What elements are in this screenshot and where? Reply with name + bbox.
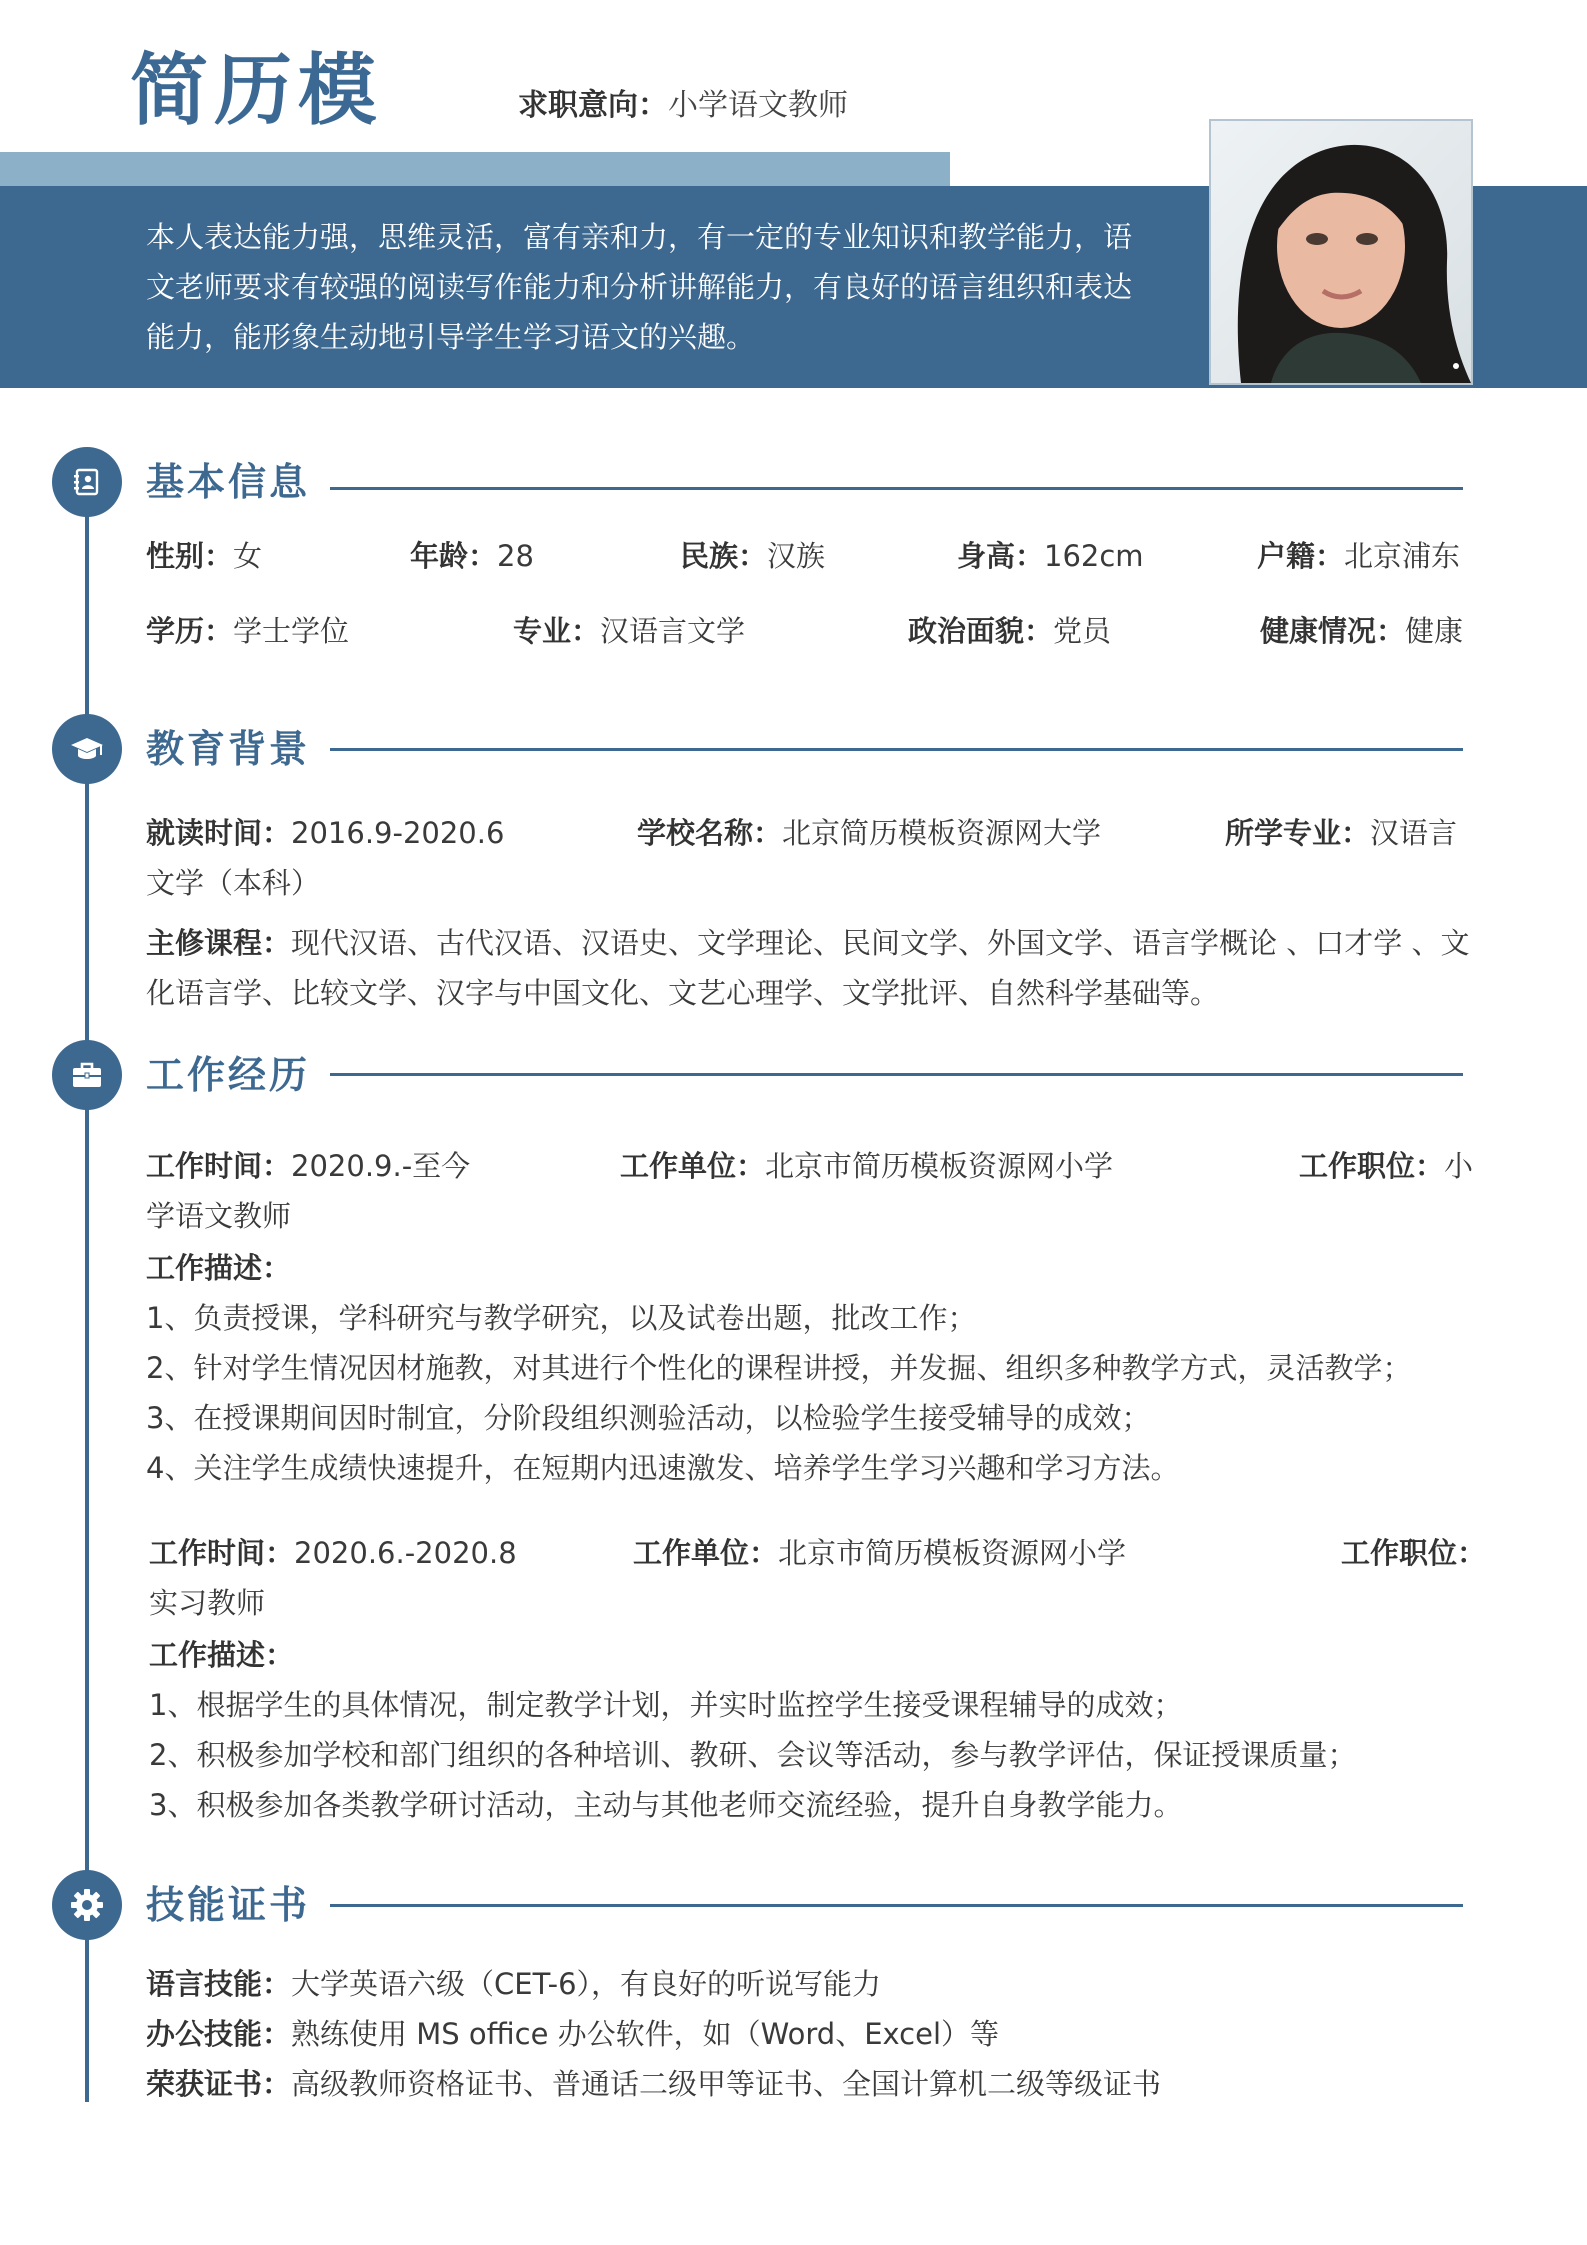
graduation-cap-icon	[52, 714, 122, 784]
job1-desc-label: 工作描述：	[146, 1251, 292, 1285]
job2-item-clipped: 3、积极参加各类教学研讨活动，主动与其他老师交流经验，提升自身教学能力。	[149, 1788, 1183, 1822]
edu-time: 就读时间：2016.9-2020.6	[146, 816, 505, 850]
job2-time: 工作时间：2020.6.-2020.8	[149, 1536, 517, 1570]
field-health: 健康情况：健康	[1260, 614, 1464, 648]
job-intent-value: 小学语文教师	[668, 88, 848, 123]
job2-desc-label: 工作描述：	[149, 1638, 295, 1672]
skill-language: 语言技能：大学英语六级（CET-6），有良好的听说写能力	[146, 1967, 882, 2001]
portrait-image	[1211, 121, 1471, 383]
job1-position: 工作职位：小	[1299, 1149, 1474, 1183]
job2-position-cont: 实习教师	[149, 1586, 266, 1620]
edu-school: 学校名称：北京简历模板资源网大学	[637, 816, 1102, 850]
field-age: 年龄：28	[410, 539, 534, 573]
section-divider	[330, 1073, 1463, 1076]
resume-title: 简历模	[130, 46, 383, 136]
field-gender: 性别：女	[146, 539, 263, 573]
address-book-icon	[52, 447, 122, 517]
job1-item: 4、关注学生成绩快速提升，在短期内迅速激发、培养学生学习兴趣和学习方法。	[146, 1451, 1180, 1485]
job2-unit: 工作单位：北京市简历模板资源网小学	[633, 1536, 1127, 1570]
header-accent-bar	[0, 152, 950, 186]
edu-courses: 主修课程：现代汉语、古代汉语、汉语史、文学理论、民间文学、外国文学、语言学概论 、口才学 、文化语言学、比较文学、汉字与中国文化、文艺心理学、文学批评、自然科学基础等。	[146, 926, 1470, 1010]
field-hometown: 户籍：北京浦东	[1257, 539, 1461, 573]
section-title-education: 教育背景	[146, 727, 311, 771]
job1-item: 1、负责授课，学科研究与教学研究，以及试卷出题，批改工作；	[146, 1301, 977, 1335]
section-divider	[330, 487, 1463, 490]
job1-time: 工作时间：2020.9.-至今	[146, 1149, 471, 1183]
section-title-skills: 技能证书	[146, 1883, 311, 1927]
section-title-basic: 基本信息	[146, 460, 311, 504]
edu-major: 所学专业：汉语言	[1225, 816, 1458, 850]
field-major: 专业：汉语言文学	[513, 614, 746, 648]
self-summary: 本人表达能力强，思维灵活，富有亲和力，有一定的专业知识和教学能力，语文老师要求有较强的阅读写作能力和分析讲解能力，有良好的语言组织和表达能力，能形象生动地引导学生学习语文的兴趣。	[146, 220, 1133, 354]
profile-photo	[1209, 119, 1473, 385]
skill-office: 办公技能：熟练使用 MS office 办公软件，如（Word、Excel）等	[146, 2017, 1000, 2051]
job2-item: 2、积极参加学校和部门组织的各种培训、教研、会议等活动，参与教学评估，保证授课质量；	[149, 1738, 1357, 1772]
skill-certificates: 荣获证书：高级教师资格证书、普通话二级甲等证书、全国计算机二级等级证书	[146, 2067, 1162, 2101]
job1-item: 3、在授课期间因时制宜，分阶段组织测验活动，以检验学生接受辅导的成效；	[146, 1401, 1151, 1435]
job2-item: 1、根据学生的具体情况，制定教学计划，并实时监控学生接受课程辅导的成效；	[149, 1688, 1183, 1722]
field-height: 身高：162cm	[957, 539, 1144, 573]
job-intent	[518, 80, 848, 124]
briefcase-icon	[52, 1040, 122, 1110]
field-degree: 学历：学士学位	[146, 614, 350, 648]
section-divider	[330, 748, 1463, 751]
field-political-status: 政治面貌：党员	[908, 614, 1112, 648]
section-divider	[330, 1904, 1463, 1907]
edu-major-cont: 文学（本科）	[146, 866, 321, 900]
job1-item: 2、针对学生情况因材施教，对其进行个性化的课程讲授，并发掘、组织多种教学方式，灵活教学；	[146, 1351, 1412, 1385]
gear-icon	[52, 1870, 122, 1940]
job1-unit: 工作单位：北京市简历模板资源网小学	[620, 1149, 1114, 1183]
section-title-work: 工作经历	[146, 1053, 311, 1097]
field-ethnicity: 民族：汉族	[680, 539, 826, 573]
job-intent-label: 求职意向：	[518, 88, 668, 123]
job2-position: 工作职位：	[1341, 1536, 1487, 1570]
job1-position-cont: 学语文教师	[146, 1199, 292, 1233]
